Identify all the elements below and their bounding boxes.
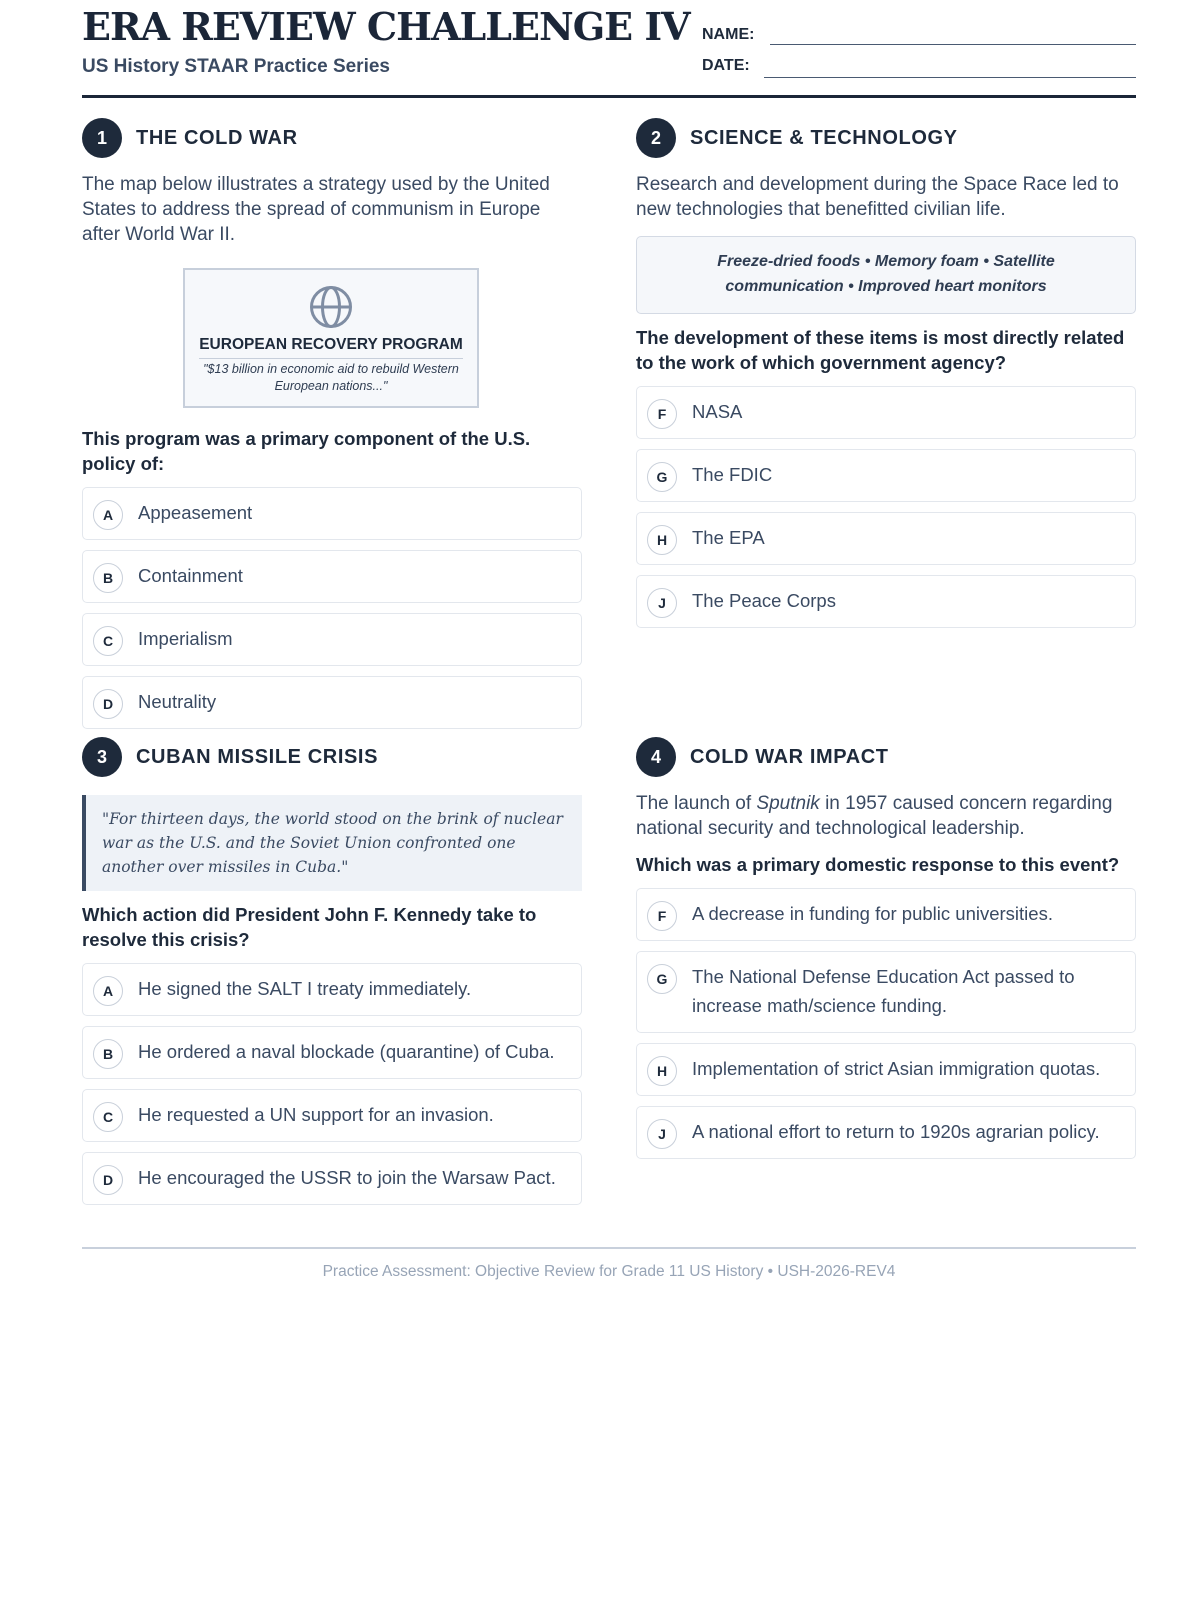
question-number-badge: 4 [636, 737, 676, 777]
question-4 [636, 737, 1136, 1169]
question-prompt: Which was a primary domestic response to this event? [636, 854, 1120, 875]
option-letter: D [93, 689, 123, 719]
answer-options [636, 386, 1136, 628]
name-label: NAME: [702, 26, 755, 43]
answer-option-f[interactable] [636, 888, 1136, 941]
question-1-header [82, 118, 582, 160]
question-3-header [82, 737, 582, 779]
answer-option-d[interactable] [82, 676, 582, 729]
question-1 [82, 118, 582, 739]
option-text: He signed the SALT I treaty immediately. [138, 978, 472, 999]
option-text: Imperialism [138, 628, 233, 649]
option-text: He ordered a naval blockade (quarantine) of Cuba. [138, 1041, 555, 1062]
answer-option-d[interactable] [82, 1152, 582, 1205]
answer-option-b[interactable] [82, 1026, 582, 1079]
option-text: Appeasement [138, 502, 253, 523]
recovery-program-poster [183, 268, 479, 408]
question-title: COLD WAR IMPACT [690, 746, 889, 768]
option-letter: A [93, 976, 123, 1006]
answer-options [636, 888, 1136, 1159]
answer-options [82, 963, 582, 1205]
answer-option-g[interactable] [636, 449, 1136, 502]
answer-option-g[interactable] [636, 951, 1136, 1033]
option-text: NASA [692, 401, 743, 422]
question-stimulus: The map below illustrates a strategy used by the United States to address the spread of communism in Europe after World War II. [82, 174, 550, 245]
globe-icon [309, 285, 353, 329]
answer-option-f[interactable] [636, 386, 1136, 439]
answer-option-c[interactable] [82, 1089, 582, 1142]
option-text: Neutrality [138, 691, 217, 712]
option-letter: G [647, 462, 677, 492]
option-letter: J [647, 588, 677, 618]
source-quote: "For thirteen days, the world stood on the brink of nuclear war as the U.S. and the Soviet Union confronted one another over missiles in Cuba." [82, 795, 582, 891]
date-label: DATE: [702, 57, 750, 74]
answer-option-a[interactable] [82, 963, 582, 1016]
answer-option-h[interactable] [636, 1043, 1136, 1096]
date-field[interactable] [764, 77, 1136, 78]
answer-option-b[interactable] [82, 550, 582, 603]
option-text: The Peace Corps [692, 590, 836, 611]
page-title: ERA REVIEW CHALLENGE IV [82, 4, 690, 49]
option-text: The National Defense Education Act passed to increase math/science funding. [692, 966, 1075, 1016]
option-text: Implementation of strict Asian immigration quotas. [692, 1058, 1101, 1079]
answer-options [82, 487, 582, 729]
question-title: THE COLD WAR [136, 127, 298, 149]
question-stimulus [636, 791, 1136, 841]
header-divider [82, 95, 1136, 98]
option-letter: C [93, 626, 123, 656]
question-2-header [636, 118, 1136, 160]
question-prompt: Which action did President John F. Kennedy take to resolve this crisis? [82, 904, 537, 950]
footer-text: Practice Assessment: Objective Review for Grade 11 US History • USH-2026-REV4 [322, 1263, 896, 1280]
option-letter: B [93, 1039, 123, 1069]
option-text: He requested a UN support for an invasion. [138, 1104, 494, 1125]
page-subtitle: US History STAAR Practice Series [82, 56, 390, 77]
option-letter: H [647, 1056, 677, 1086]
poster-title: EUROPEAN RECOVERY PROGRAM [199, 336, 463, 359]
option-letter: G [647, 964, 677, 994]
stimulus-emphasis: Sputnik [756, 793, 820, 814]
question-4-header [636, 737, 1136, 779]
answer-option-h[interactable] [636, 512, 1136, 565]
option-text: A decrease in funding for public universities. [692, 903, 1053, 924]
option-text: Containment [138, 565, 243, 586]
question-prompt: This program was a primary component of the U.S. policy of: [82, 428, 531, 474]
option-letter: H [647, 525, 677, 555]
option-letter: C [93, 1102, 123, 1132]
option-letter: F [647, 901, 677, 931]
option-letter: J [647, 1119, 677, 1149]
option-text: The EPA [692, 527, 765, 548]
option-letter: B [93, 563, 123, 593]
answer-option-j[interactable] [636, 575, 1136, 628]
worksheet-header [82, 0, 1136, 98]
option-letter: A [93, 500, 123, 530]
question-3 [82, 737, 582, 1215]
footer-divider [82, 1247, 1136, 1249]
answer-option-c[interactable] [82, 613, 582, 666]
option-text: He encouraged the USSR to join the Warsaw Pact. [138, 1167, 556, 1188]
question-number-badge: 1 [82, 118, 122, 158]
stimulus-text-pre: The launch of [636, 793, 757, 814]
option-text: A national effort to return to 1920s agrarian policy. [692, 1121, 1100, 1142]
question-stimulus: Research and development during the Space Race led to new technologies that benefitted civilian life. [636, 174, 1119, 220]
option-letter: D [93, 1165, 123, 1195]
option-text: The FDIC [692, 464, 773, 485]
option-letter: F [647, 399, 677, 429]
question-prompt: The development of these items is most directly related to the work of which government agency? [636, 327, 1125, 373]
question-title: CUBAN MISSILE CRISIS [136, 746, 379, 768]
name-field[interactable] [770, 44, 1136, 45]
stimulus-text-post: in 1957 caused concern regarding national security and technological leadership. [636, 793, 1113, 839]
question-number-badge: 2 [636, 118, 676, 158]
question-number-badge: 3 [82, 737, 122, 777]
question-2 [636, 118, 1136, 638]
poster-quote: "$13 billion in economic aid to rebuild Western European nations..." [203, 362, 459, 393]
technology-items-box: Freeze-dried foods • Memory foam • Satellite communication • Improved heart monitors [636, 236, 1136, 314]
answer-option-a[interactable] [82, 487, 582, 540]
question-title: SCIENCE & TECHNOLOGY [690, 127, 958, 149]
answer-option-j[interactable] [636, 1106, 1136, 1159]
